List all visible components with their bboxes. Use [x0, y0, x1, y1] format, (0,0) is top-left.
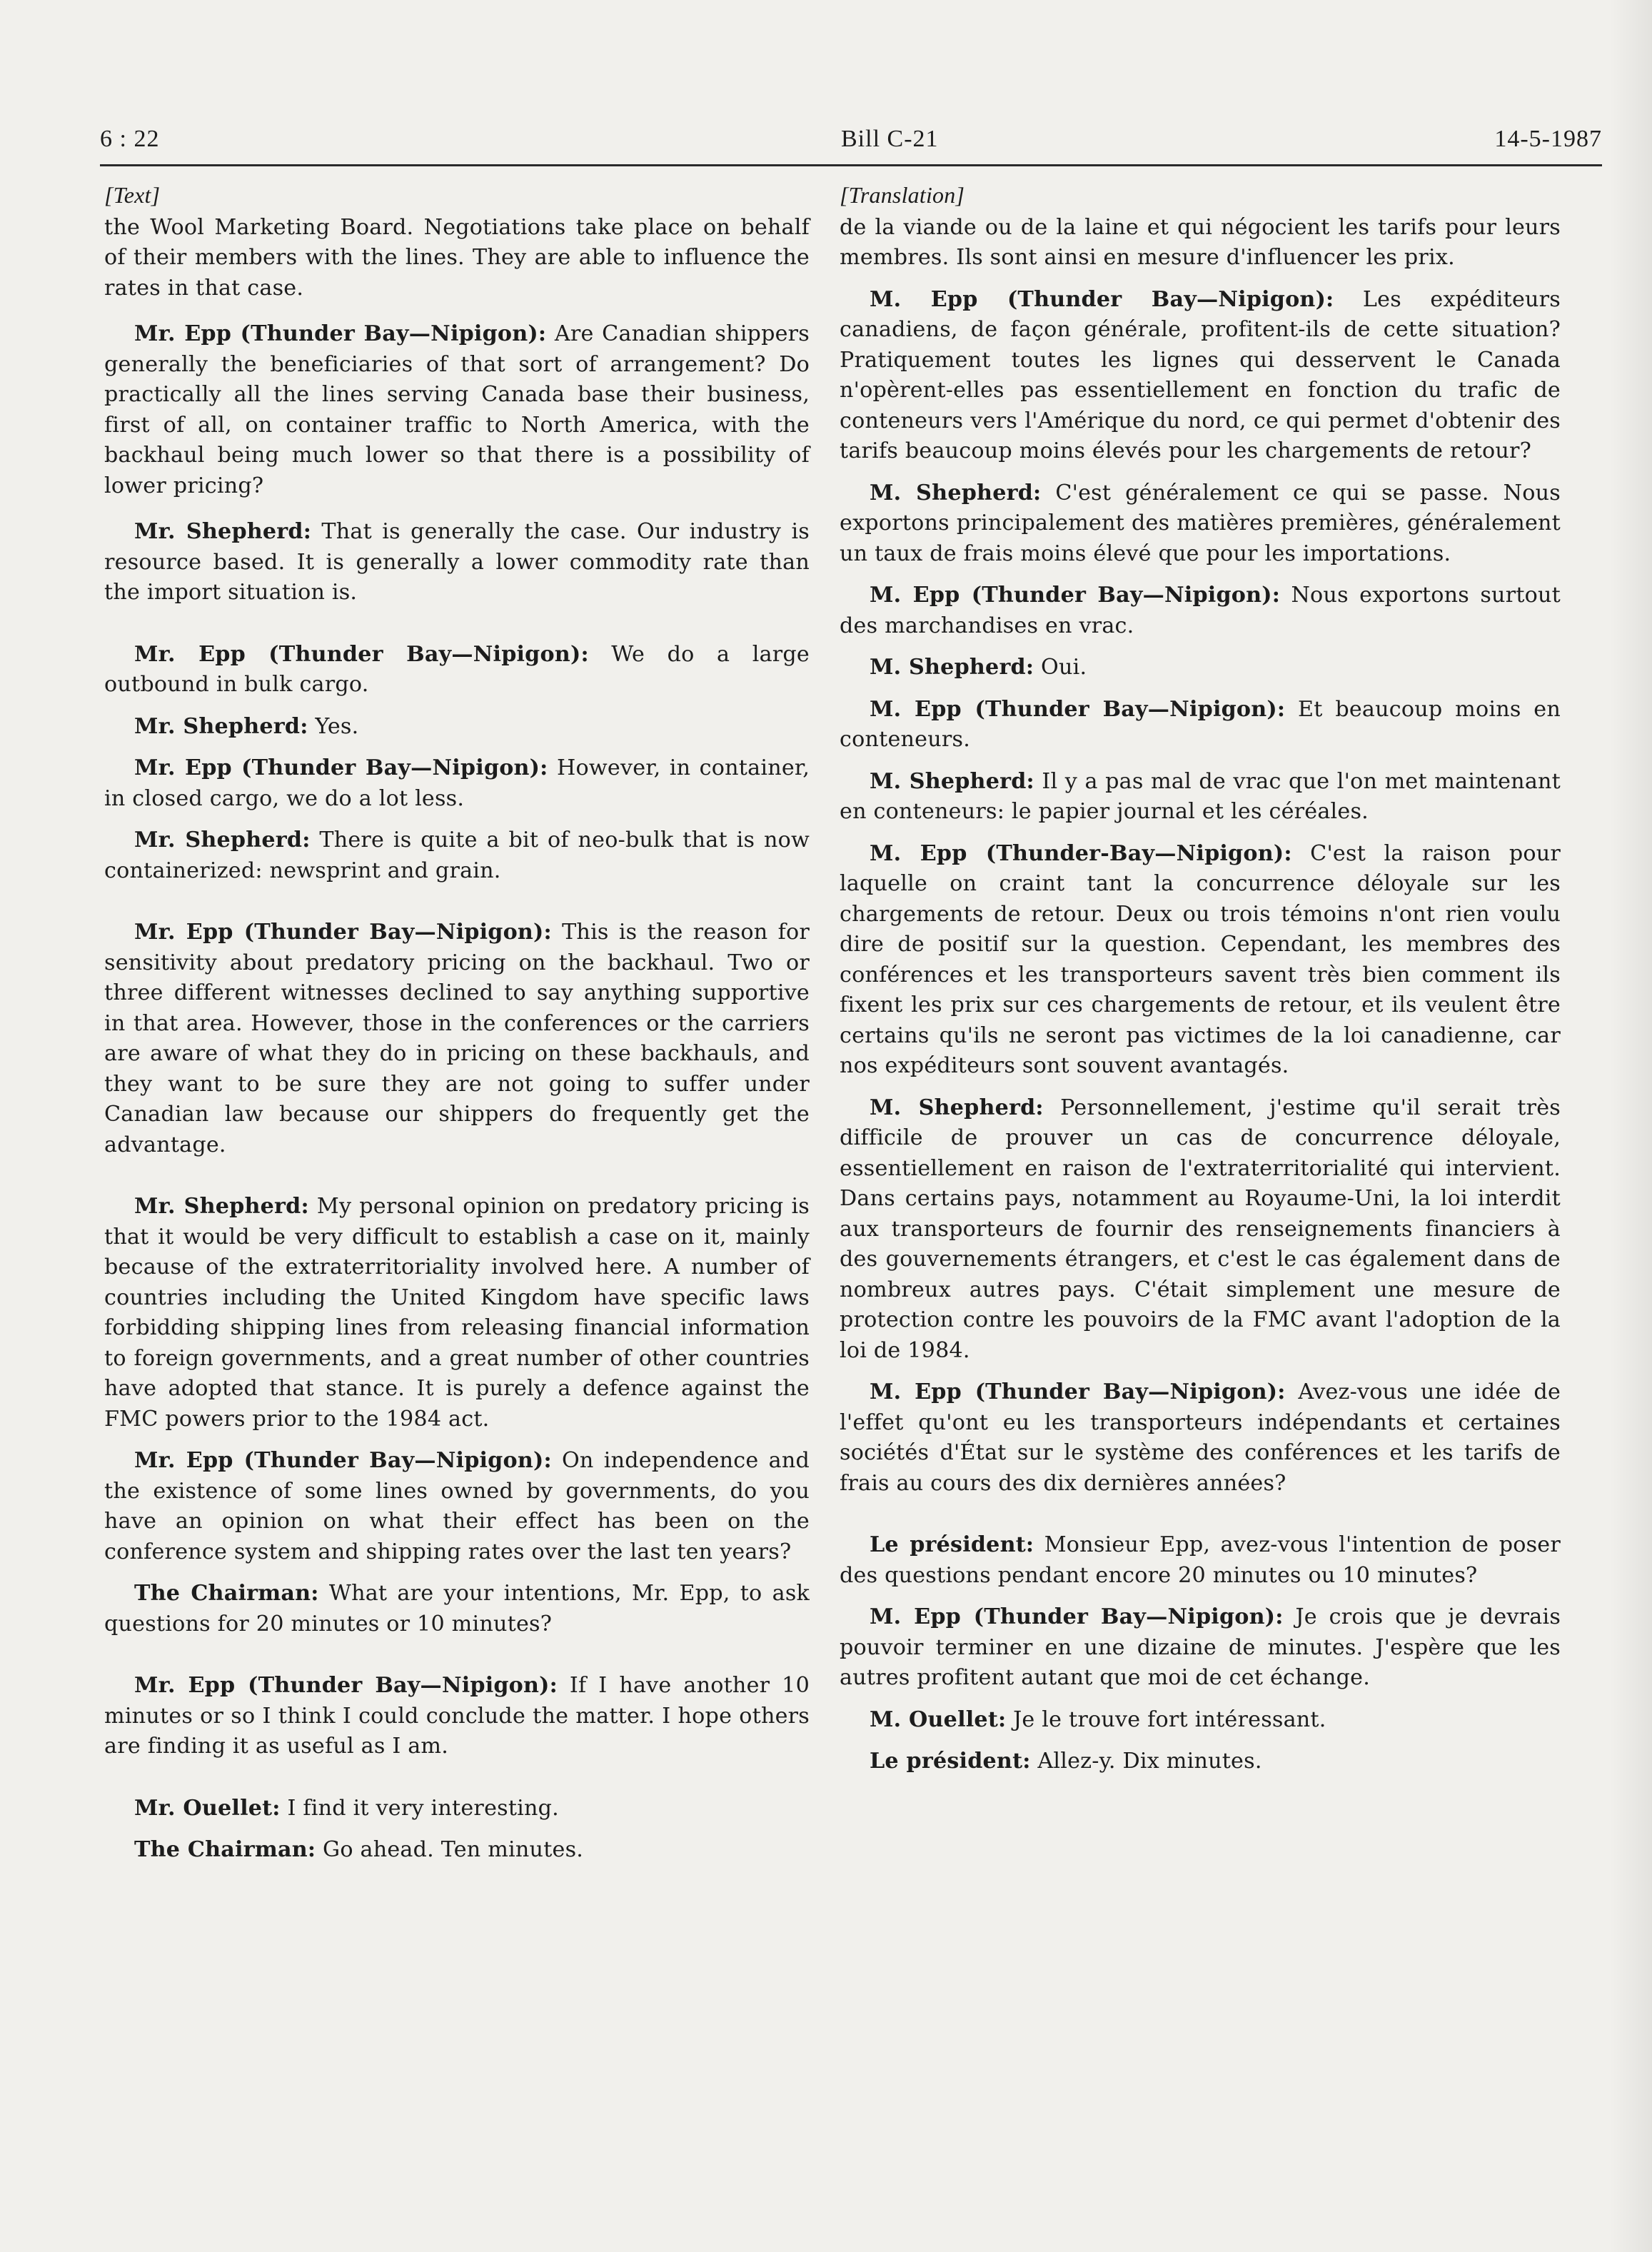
speaker-name: M. Shepherd:: [870, 1095, 1044, 1120]
speech-text: Et beaucoup moins en conteneurs.: [840, 696, 1561, 752]
bill-title: Bill C-21: [841, 126, 939, 152]
page-number: 6 : 22: [100, 126, 160, 152]
speech-paragraph: [840, 767, 1561, 828]
speech-text: There is quite a bit of neo-bulk that is now containerized: newsprint and grain.: [104, 828, 810, 883]
speaker-name: Mr. Shepherd:: [134, 828, 311, 853]
intro-paragraph: the Wool Marketing Board. Negotiations take place on behalf of their members with the lines. They are able to influence the rates in that case.: [104, 214, 810, 301]
speech-text: Monsieur Epp, avez-vous l'intention de poser des questions pendant encore 20 minutes ou 10 minutes?: [840, 1532, 1561, 1588]
speaker-name: Mr. Shepherd:: [134, 713, 308, 739]
speaker-name: Mr. Epp (Thunder Bay—Nipigon):: [134, 321, 547, 346]
speech-text: What are your intentions, Mr. Epp, to ask questions for 20 minutes or 10 minutes?: [104, 1581, 810, 1637]
speaker-name: Mr. Epp (Thunder Bay—Nipigon):: [134, 920, 552, 945]
speaker-name: M. Epp (Thunder Bay—Nipigon):: [870, 696, 1286, 722]
speaker-name: Le président:: [870, 1749, 1031, 1774]
speaker-name: M. Epp (Thunder Bay—Nipigon):: [870, 1379, 1286, 1404]
speech-paragraph: [840, 653, 1561, 683]
speech-text: Oui.: [1041, 655, 1087, 680]
text-label: [Text]: [104, 182, 161, 208]
speech-paragraph: [840, 580, 1561, 641]
speaker-name: M. Epp (Thunder Bay—Nipigon):: [870, 583, 1281, 608]
speech-paragraph: [840, 285, 1561, 467]
speech-text: Je crois que je devrais pouvoir terminer en une dizaine de minutes. J'espère que les autres profitent autant que moi de cet échange.: [840, 1604, 1561, 1690]
speech-paragraph: [840, 839, 1561, 1082]
page-edge-shadow: [1609, 0, 1652, 2252]
speech-text: Il y a pas mal de vrac que l'on met maintenant en conteneurs: le papier journal et les céréales.: [840, 768, 1561, 824]
speech-paragraph: [840, 478, 1561, 570]
speech-paragraph: [104, 1446, 810, 1567]
speech-paragraph: [840, 1377, 1561, 1499]
speech-paragraph: [104, 1192, 810, 1434]
speech-text: C'est généralement ce qui se passe. Nous exportons principalement des matières premières, généralement un taux de frais moins élevé que pour les importations.: [840, 480, 1561, 566]
speech-paragraph: [104, 319, 810, 501]
speaker-name: M. Epp (Thunder Bay—Nipigon):: [870, 1604, 1284, 1629]
speech-text: Les expéditeurs canadiens, de façon générale, profitent-ils de cette situation? Pratiquement toutes les lignes qui desservent le Canada n'opèrent-elles pas essentiellement en fonction du trafic de conteneurs vers l'Amérique du nord, ce qui permet d'obtenir des tarifs beaucoup moins élevés pour les chargements de retour?: [840, 286, 1561, 463]
speaker-name: M. Ouellet:: [870, 1706, 1007, 1732]
speaker-name: Mr. Ouellet:: [134, 1795, 281, 1821]
speech-text: Je le trouve fort intéressant.: [1013, 1706, 1326, 1732]
speech-paragraph: [840, 1746, 1561, 1777]
speech-paragraph: [840, 1530, 1561, 1591]
speech-text: On independence and the existence of some lines owned by governments, do you have an opinion on what their effect has been on the conference system and shipping rates over the last ten years?: [104, 1448, 810, 1564]
speech-text: This is the reason for sensitivity about predatory pricing on the backhaul. Two or three different witnesses declined to say anything supportive in that area. However, those in the conferences or the carriers are aware of what they do in pricing on these backhauls, and they want to be sure they are not going to suffer under Canadian law because our shippers do frequently get the advantage.: [104, 920, 810, 1157]
speech-text: If I have another 10 minutes or so I think I could conclude the matter. I hope others are finding it as useful as I am.: [104, 1673, 810, 1759]
page-date: 14-5-1987: [1494, 126, 1602, 152]
speaker-name: Mr. Epp (Thunder Bay—Nipigon):: [134, 641, 589, 667]
speech-text: I find it very interesting.: [287, 1795, 559, 1821]
speaker-name: M. Shepherd:: [870, 768, 1034, 794]
english-column: [104, 180, 810, 1866]
speech-paragraph: [104, 517, 810, 608]
speech-paragraph: [104, 753, 810, 814]
speech-text: My personal opinion on predatory pricing is that it would be very difficult to establish a case on it, mainly because of the extraterritoriality involved here. A number of countries including the United Kingdom have specific laws forbidding shipping lines from releasing financial information to foreign governments, and a great number of other countries have adopted that stance. It is purely a defence against the FMC powers prior to the 1984 act.: [104, 1194, 810, 1432]
speech-paragraph: [104, 1579, 810, 1639]
speech-paragraph: [104, 1794, 810, 1824]
speaker-name: M. Shepherd:: [870, 480, 1042, 506]
header-rule: [100, 164, 1602, 166]
speaker-name: Mr. Epp (Thunder Bay—Nipigon):: [134, 1673, 558, 1698]
speech-text: Nous exportons surtout des marchandises en vrac.: [840, 583, 1561, 638]
speech-paragraph: [104, 1671, 810, 1762]
speech-paragraph: [104, 640, 810, 700]
speech-paragraph: [840, 1602, 1561, 1694]
speech-paragraph: [840, 1093, 1561, 1367]
speaker-name: M. Shepherd:: [870, 655, 1034, 680]
speech-text: That is generally the case. Our industry is resource based. It is generally a lower commodity rate than the import situation is.: [104, 519, 810, 605]
speaker-name: Mr. Shepherd:: [134, 1194, 309, 1219]
speech-text: However, in container, in closed cargo, we do a lot less.: [104, 755, 810, 811]
speaker-name: Mr. Shepherd:: [134, 519, 312, 544]
speech-paragraph: [840, 1705, 1561, 1736]
translation-label: [Translation]: [840, 182, 965, 208]
speech-text: We do a large outbound in bulk cargo.: [104, 641, 810, 697]
speech-text: Avez-vous une idée de l'effet qu'ont eu les transporteurs indépendants et certaines sociétés d'État sur le système des conférences et les tarifs de frais au cours des dix dernières années?: [840, 1379, 1561, 1496]
intro-paragraph: de la viande ou de la laine et qui négocient les tarifs pour leurs membres. Ils sont ainsi en mesure d'influencer les prix.: [840, 214, 1561, 270]
speech-text: Allez-y. Dix minutes.: [1037, 1749, 1262, 1774]
speech-paragraph: [104, 1835, 810, 1866]
speech-text: C'est la raison pour laquelle on craint tant la concurrence déloyale sur les chargements de retour. Deux ou trois témoins n'ont rien voulu dire de positif sur la question. Cependant, les membres des conférences et les transporteurs savent très bien comment ils fixent les prix sur ces chargements de retour, et ils veulent être certains qu'ils ne seront pas victimes de la loi canadienne, car nos expéditeurs sont souvent avantagés.: [840, 840, 1561, 1078]
speaker-name: Mr. Epp (Thunder Bay—Nipigon):: [134, 755, 548, 780]
speaker-name: M. Epp (Thunder-Bay—Nipigon):: [870, 840, 1292, 866]
speech-text: Are Canadian shippers generally the beneficiaries of that sort of arrangement? Do practically all the lines serving Canada base their business, first of all, on container traffic to North America, with the backhaul being much lower so that there is a possibility of lower pricing?: [104, 321, 810, 498]
speaker-name: Mr. Epp (Thunder Bay—Nipigon):: [134, 1448, 552, 1473]
speech-paragraph: [840, 695, 1561, 755]
speaker-name: M. Epp (Thunder Bay—Nipigon):: [870, 286, 1334, 312]
speaker-name: The Chairman:: [134, 1581, 319, 1606]
french-column: [840, 180, 1561, 1777]
page-header: [86, 126, 1602, 169]
speaker-name: Le président:: [870, 1532, 1034, 1557]
speech-paragraph: [104, 712, 810, 743]
speech-text: Yes.: [315, 713, 359, 739]
speech-text: Personnellement, j'estime qu'il serait très difficile de prouver un cas de concurrence déloyale, essentiellement en raison de l'extraterritorialité qui intervient. Dans certains pays, notamment au Royaume-Uni, la loi interdit aux transporteurs de fournir des renseignements financiers à des gouvernements étrangers, et c'est le cas également dans de nombreux autres pays. C'était simplement une mesure de protection contre les pouvoirs de la FMC avant l'adoption de la loi de 1984.: [840, 1095, 1561, 1363]
speech-paragraph: [104, 918, 810, 1160]
speech-text: Go ahead. Ten minutes.: [323, 1837, 584, 1862]
speaker-name: The Chairman:: [134, 1837, 316, 1862]
speech-paragraph: [104, 825, 810, 886]
